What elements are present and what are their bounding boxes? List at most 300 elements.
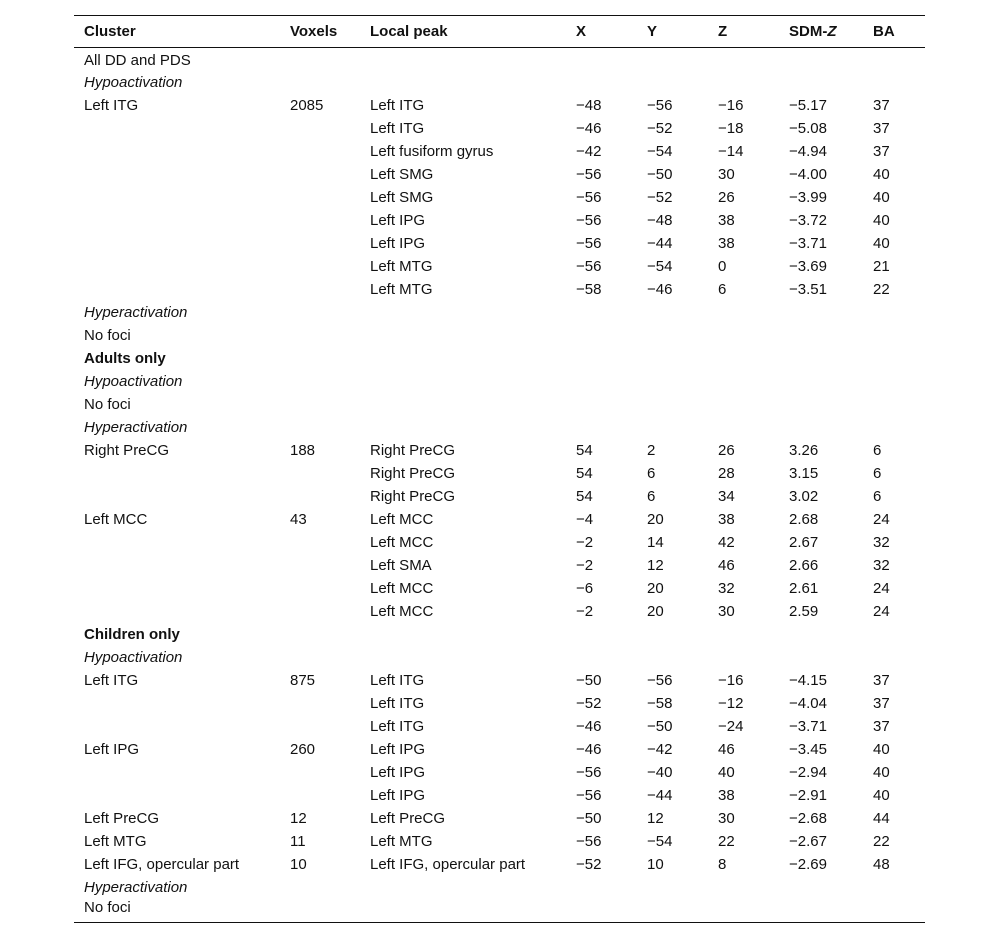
cell-z: 38	[718, 510, 735, 528]
cell-cluster	[74, 531, 280, 554]
table-row	[74, 485, 925, 508]
cell-ba: 37	[873, 119, 890, 137]
cell-x: −46	[576, 119, 602, 137]
cell-y: −48	[647, 211, 673, 229]
cell-local-peak: Left IPG	[370, 786, 426, 804]
cell-z	[708, 370, 779, 393]
cell-x	[566, 876, 637, 899]
table-row	[74, 853, 925, 876]
cell-y	[637, 899, 708, 923]
table-row	[74, 324, 925, 347]
cell-voxels	[280, 255, 360, 278]
table-row	[74, 393, 925, 416]
cell-sdm-z: −3.45	[789, 740, 827, 758]
cell-voxels	[280, 623, 360, 646]
cell-cluster: Hyperactivation	[84, 418, 188, 436]
cell-y	[637, 416, 708, 439]
cell-local-peak	[360, 347, 566, 370]
cell-y: 12	[647, 809, 664, 827]
cell-cluster	[74, 232, 280, 255]
cell-ba: 40	[873, 165, 890, 183]
cell-sdm-z	[779, 876, 863, 899]
cell-local-peak	[360, 393, 566, 416]
cell-y: −58	[647, 694, 673, 712]
cell-cluster: Adults only	[84, 349, 166, 367]
cell-z: −14	[718, 142, 744, 160]
cell-x: −58	[576, 280, 602, 298]
cell-ba: 37	[873, 717, 890, 735]
cell-x: −6	[576, 579, 594, 597]
table-row	[74, 209, 925, 232]
cell-local-peak: Left IPG	[370, 763, 426, 781]
header-sdm-prefix: SDM-	[789, 23, 828, 40]
cell-sdm-z: −2.67	[789, 832, 827, 850]
cell-z: 26	[718, 441, 735, 459]
cell-ba: 32	[873, 556, 890, 574]
cell-cluster: Left IFG, opercular part	[84, 855, 240, 873]
cell-sdm-z: 2.61	[789, 579, 819, 597]
cell-z: 8	[718, 855, 727, 873]
cell-voxels	[280, 531, 360, 554]
cell-voxels	[280, 393, 360, 416]
cell-ba: 21	[873, 257, 890, 275]
cell-local-peak: Left PreCG	[370, 809, 446, 827]
cell-ba	[863, 71, 925, 94]
cell-z: 38	[718, 234, 735, 252]
cell-sdm-z: −4.00	[789, 165, 827, 183]
cell-ba: 24	[873, 602, 890, 620]
cell-ba	[863, 899, 925, 923]
cell-y	[637, 393, 708, 416]
cell-local-peak: Right PreCG	[370, 487, 456, 505]
cell-local-peak: Left ITG	[370, 717, 425, 735]
table-row	[74, 278, 925, 301]
cell-cluster: Hyperactivation	[84, 878, 188, 896]
table-header	[74, 16, 925, 48]
table-row	[74, 715, 925, 738]
cell-x: −56	[576, 211, 602, 229]
cell-ba: 24	[873, 579, 890, 597]
cell-z: 46	[718, 740, 735, 758]
cell-x: −56	[576, 763, 602, 781]
cell-cluster	[74, 600, 280, 623]
cell-local-peak	[360, 71, 566, 94]
cell-local-peak	[360, 301, 566, 324]
cell-y	[637, 370, 708, 393]
cell-local-peak: Left fusiform gyrus	[370, 142, 494, 160]
cell-ba	[863, 324, 925, 347]
cell-y	[637, 876, 708, 899]
cell-y	[637, 324, 708, 347]
cell-cluster	[74, 462, 280, 485]
cell-sdm-z: −5.17	[789, 96, 827, 114]
header-local-peak: Local peak	[360, 16, 566, 48]
table-row	[74, 646, 925, 669]
table-row	[74, 140, 925, 163]
cell-y: −54	[647, 832, 673, 850]
cell-local-peak	[360, 623, 566, 646]
cell-local-peak: Left MCC	[370, 533, 434, 551]
cell-sdm-z: 3.15	[789, 464, 819, 482]
cell-y: −54	[647, 257, 673, 275]
table-row	[74, 232, 925, 255]
cell-z	[708, 416, 779, 439]
cell-y: −44	[647, 786, 673, 804]
cell-voxels	[280, 278, 360, 301]
cell-ba: 24	[873, 510, 890, 528]
cell-voxels	[280, 554, 360, 577]
cell-x: −2	[576, 602, 594, 620]
cell-ba: 48	[873, 855, 890, 873]
cell-sdm-z: −3.69	[789, 257, 827, 275]
cell-x	[566, 370, 637, 393]
cell-ba: 22	[873, 280, 890, 298]
cell-cluster: Left MCC	[84, 510, 148, 528]
cell-voxels	[280, 485, 360, 508]
cell-y: −46	[647, 280, 673, 298]
cell-ba: 37	[873, 96, 890, 114]
cell-local-peak	[360, 324, 566, 347]
cell-x	[566, 324, 637, 347]
cell-x: 54	[576, 487, 593, 505]
results-table	[74, 15, 925, 923]
cell-ba: 40	[873, 188, 890, 206]
cell-ba: 37	[873, 671, 890, 689]
cell-y: 20	[647, 579, 664, 597]
cell-x: −52	[576, 855, 602, 873]
cell-voxels: 10	[290, 855, 307, 873]
cell-z: 38	[718, 211, 735, 229]
cell-ba: 44	[873, 809, 890, 827]
cell-z: 32	[718, 579, 735, 597]
cell-voxels	[280, 186, 360, 209]
cell-sdm-z: −2.68	[789, 809, 827, 827]
cell-voxels	[280, 370, 360, 393]
cell-z	[708, 876, 779, 899]
table-row	[74, 301, 925, 324]
cell-x: 54	[576, 441, 593, 459]
header-row	[74, 16, 925, 48]
cell-y	[637, 646, 708, 669]
cell-z: −16	[718, 96, 744, 114]
cell-cluster	[74, 485, 280, 508]
cell-sdm-z: 2.68	[789, 510, 819, 528]
cell-local-peak: Left MCC	[370, 510, 434, 528]
cell-sdm-z: −2.69	[789, 855, 827, 873]
cell-cluster	[74, 692, 280, 715]
cell-voxels	[280, 347, 360, 370]
cell-cluster: Left IPG	[84, 740, 140, 758]
header-x: X	[566, 16, 637, 48]
table-row	[74, 370, 925, 393]
cell-x: −48	[576, 96, 602, 114]
cell-y: −44	[647, 234, 673, 252]
cell-x: −56	[576, 165, 602, 183]
cell-local-peak: Left IFG, opercular part	[370, 855, 526, 873]
cell-cluster	[74, 163, 280, 186]
cell-local-peak	[360, 646, 566, 669]
cell-sdm-z: 2.66	[789, 556, 819, 574]
cell-y: 6	[647, 464, 656, 482]
cell-x: −50	[576, 809, 602, 827]
cell-z: 6	[718, 280, 727, 298]
cell-z: 34	[718, 487, 735, 505]
cell-voxels	[280, 577, 360, 600]
cell-y: −56	[647, 671, 673, 689]
cell-cluster: Left ITG	[84, 96, 139, 114]
cell-cluster: Right PreCG	[84, 441, 170, 459]
cell-x: −56	[576, 188, 602, 206]
cell-sdm-z: 3.26	[789, 441, 819, 459]
cell-ba	[863, 416, 925, 439]
cell-cluster: Hypoactivation	[84, 372, 183, 390]
table-row	[74, 416, 925, 439]
cell-cluster	[74, 577, 280, 600]
cell-voxels: 188	[290, 441, 316, 459]
cell-sdm-z: −3.71	[789, 717, 827, 735]
cell-z: 22	[718, 832, 735, 850]
cell-sdm-z: 2.59	[789, 602, 819, 620]
cell-x: −50	[576, 671, 602, 689]
cell-y: 10	[647, 855, 664, 873]
cell-voxels	[280, 48, 360, 71]
cell-z	[708, 347, 779, 370]
cell-local-peak: Left SMG	[370, 165, 434, 183]
cell-voxels	[280, 784, 360, 807]
cell-y: −42	[647, 740, 673, 758]
cell-local-peak: Left ITG	[370, 119, 425, 137]
cell-sdm-z: −5.08	[789, 119, 827, 137]
cell-voxels	[280, 117, 360, 140]
cell-z: 26	[718, 188, 735, 206]
cell-cluster	[74, 140, 280, 163]
cell-x: −56	[576, 234, 602, 252]
cell-local-peak	[360, 899, 566, 923]
cell-y: −52	[647, 119, 673, 137]
cell-cluster: Left PreCG	[84, 809, 160, 827]
table-row	[74, 577, 925, 600]
cell-z: 0	[718, 257, 727, 275]
cell-local-peak: Left ITG	[370, 671, 425, 689]
cell-sdm-z: −2.91	[789, 786, 827, 804]
cell-voxels: 11	[290, 832, 306, 850]
header-y: Y	[637, 16, 708, 48]
table-row	[74, 48, 925, 71]
table-row	[74, 692, 925, 715]
cell-cluster	[74, 278, 280, 301]
cell-local-peak: Right PreCG	[370, 441, 456, 459]
cell-y: 12	[647, 556, 664, 574]
cell-voxels	[280, 301, 360, 324]
cell-cluster	[74, 715, 280, 738]
cell-x: −56	[576, 786, 602, 804]
cell-y: −50	[647, 717, 673, 735]
cell-sdm-z	[779, 347, 863, 370]
cell-y	[637, 623, 708, 646]
cell-sdm-z	[779, 324, 863, 347]
table-row	[74, 623, 925, 646]
cell-x: −46	[576, 740, 602, 758]
cell-z: 30	[718, 165, 735, 183]
cell-sdm-z	[779, 48, 863, 71]
cell-x: −52	[576, 694, 602, 712]
table-row	[74, 508, 925, 531]
table-row	[74, 255, 925, 278]
table-row	[74, 669, 925, 692]
cell-cluster: Left MTG	[84, 832, 147, 850]
cell-sdm-z	[779, 646, 863, 669]
cell-voxels	[280, 163, 360, 186]
cell-y	[637, 48, 708, 71]
cell-voxels: 12	[290, 809, 307, 827]
table-row	[74, 761, 925, 784]
results-table-container	[74, 15, 925, 923]
cell-sdm-z	[779, 301, 863, 324]
cell-z	[708, 301, 779, 324]
cell-local-peak: Left IPG	[370, 234, 426, 252]
cell-ba: 37	[873, 142, 890, 160]
cell-z: −16	[718, 671, 744, 689]
table-body	[74, 48, 925, 923]
cell-sdm-z: −3.72	[789, 211, 827, 229]
cell-sdm-z: 3.02	[789, 487, 819, 505]
cell-cluster: No foci	[84, 395, 131, 413]
cell-x: −46	[576, 717, 602, 735]
cell-z: −18	[718, 119, 744, 137]
cell-x	[566, 301, 637, 324]
cell-cluster: Hypoactivation	[84, 648, 183, 666]
cell-x: −2	[576, 556, 594, 574]
cell-x: −56	[576, 257, 602, 275]
cell-z: 46	[718, 556, 735, 574]
cell-z	[708, 324, 779, 347]
cell-x	[566, 393, 637, 416]
table-row	[74, 186, 925, 209]
cell-z: 28	[718, 464, 735, 482]
cell-voxels	[280, 209, 360, 232]
cell-x: −42	[576, 142, 602, 160]
table-row	[74, 347, 925, 370]
header-z: Z	[708, 16, 779, 48]
cell-ba	[863, 347, 925, 370]
cell-z	[708, 623, 779, 646]
cell-sdm-z: −3.51	[789, 280, 827, 298]
cell-ba: 22	[873, 832, 890, 850]
header-sdm-z	[779, 16, 863, 48]
cell-x	[566, 48, 637, 71]
cell-x: −4	[576, 510, 594, 528]
cell-cluster	[74, 117, 280, 140]
cell-local-peak: Left MTG	[370, 280, 433, 298]
cell-cluster: Children only	[84, 625, 180, 643]
cell-voxels: 43	[290, 510, 307, 528]
cell-sdm-z: 2.67	[789, 533, 819, 551]
cell-z: 30	[718, 602, 735, 620]
table-row	[74, 784, 925, 807]
cell-y	[637, 347, 708, 370]
cell-local-peak	[360, 416, 566, 439]
cell-sdm-z	[779, 370, 863, 393]
cell-cluster	[74, 554, 280, 577]
cell-local-peak	[360, 48, 566, 71]
cell-z: 30	[718, 809, 735, 827]
cell-y: 6	[647, 487, 656, 505]
table-row	[74, 899, 925, 923]
cell-x	[566, 623, 637, 646]
cell-z: −24	[718, 717, 744, 735]
cell-voxels: 875	[290, 671, 316, 689]
cell-z	[708, 48, 779, 71]
cell-z	[708, 71, 779, 94]
cell-sdm-z: −2.94	[789, 763, 827, 781]
cell-voxels	[280, 71, 360, 94]
table-row	[74, 163, 925, 186]
cell-voxels	[280, 232, 360, 255]
cell-ba: 40	[873, 763, 890, 781]
cell-local-peak	[360, 370, 566, 393]
cell-ba	[863, 48, 925, 71]
cell-ba: 40	[873, 211, 890, 229]
cell-voxels	[280, 876, 360, 899]
table-row	[74, 71, 925, 94]
cell-sdm-z	[779, 899, 863, 923]
cell-voxels	[280, 462, 360, 485]
cell-voxels	[280, 899, 360, 923]
cell-z	[708, 393, 779, 416]
cell-ba: 40	[873, 740, 890, 758]
table-row	[74, 554, 925, 577]
cell-y: −50	[647, 165, 673, 183]
cell-cluster: All DD and PDS	[84, 51, 191, 69]
table-row	[74, 117, 925, 140]
cell-z: −12	[718, 694, 744, 712]
cell-ba	[863, 646, 925, 669]
cell-ba	[863, 393, 925, 416]
table-row	[74, 94, 925, 117]
cell-ba	[863, 623, 925, 646]
table-row	[74, 531, 925, 554]
cell-cluster: Hyperactivation	[84, 303, 188, 321]
cell-local-peak: Left SMA	[370, 556, 432, 574]
header-ba: BA	[863, 16, 925, 48]
cell-z: 42	[718, 533, 735, 551]
cell-local-peak: Left ITG	[370, 96, 425, 114]
cell-voxels	[280, 715, 360, 738]
cell-ba: 32	[873, 533, 890, 551]
cell-ba: 40	[873, 234, 890, 252]
cell-y: 20	[647, 510, 664, 528]
cell-voxels	[280, 646, 360, 669]
cell-ba	[863, 876, 925, 899]
header-sdm-z-italic: Z	[827, 23, 837, 40]
cell-x	[566, 416, 637, 439]
cell-ba: 6	[873, 464, 882, 482]
cell-sdm-z: −4.04	[789, 694, 827, 712]
cell-sdm-z	[779, 71, 863, 94]
cell-y: 2	[647, 441, 656, 459]
cell-y	[637, 71, 708, 94]
cell-local-peak: Left MTG	[370, 832, 433, 850]
table-row	[74, 876, 925, 899]
cell-sdm-z	[779, 393, 863, 416]
cell-voxels	[280, 600, 360, 623]
cell-local-peak: Left IPG	[370, 211, 426, 229]
cell-ba: 37	[873, 694, 890, 712]
cell-cluster: No foci	[84, 326, 131, 344]
table-row	[74, 830, 925, 853]
table-row	[74, 738, 925, 761]
cell-local-peak	[360, 876, 566, 899]
